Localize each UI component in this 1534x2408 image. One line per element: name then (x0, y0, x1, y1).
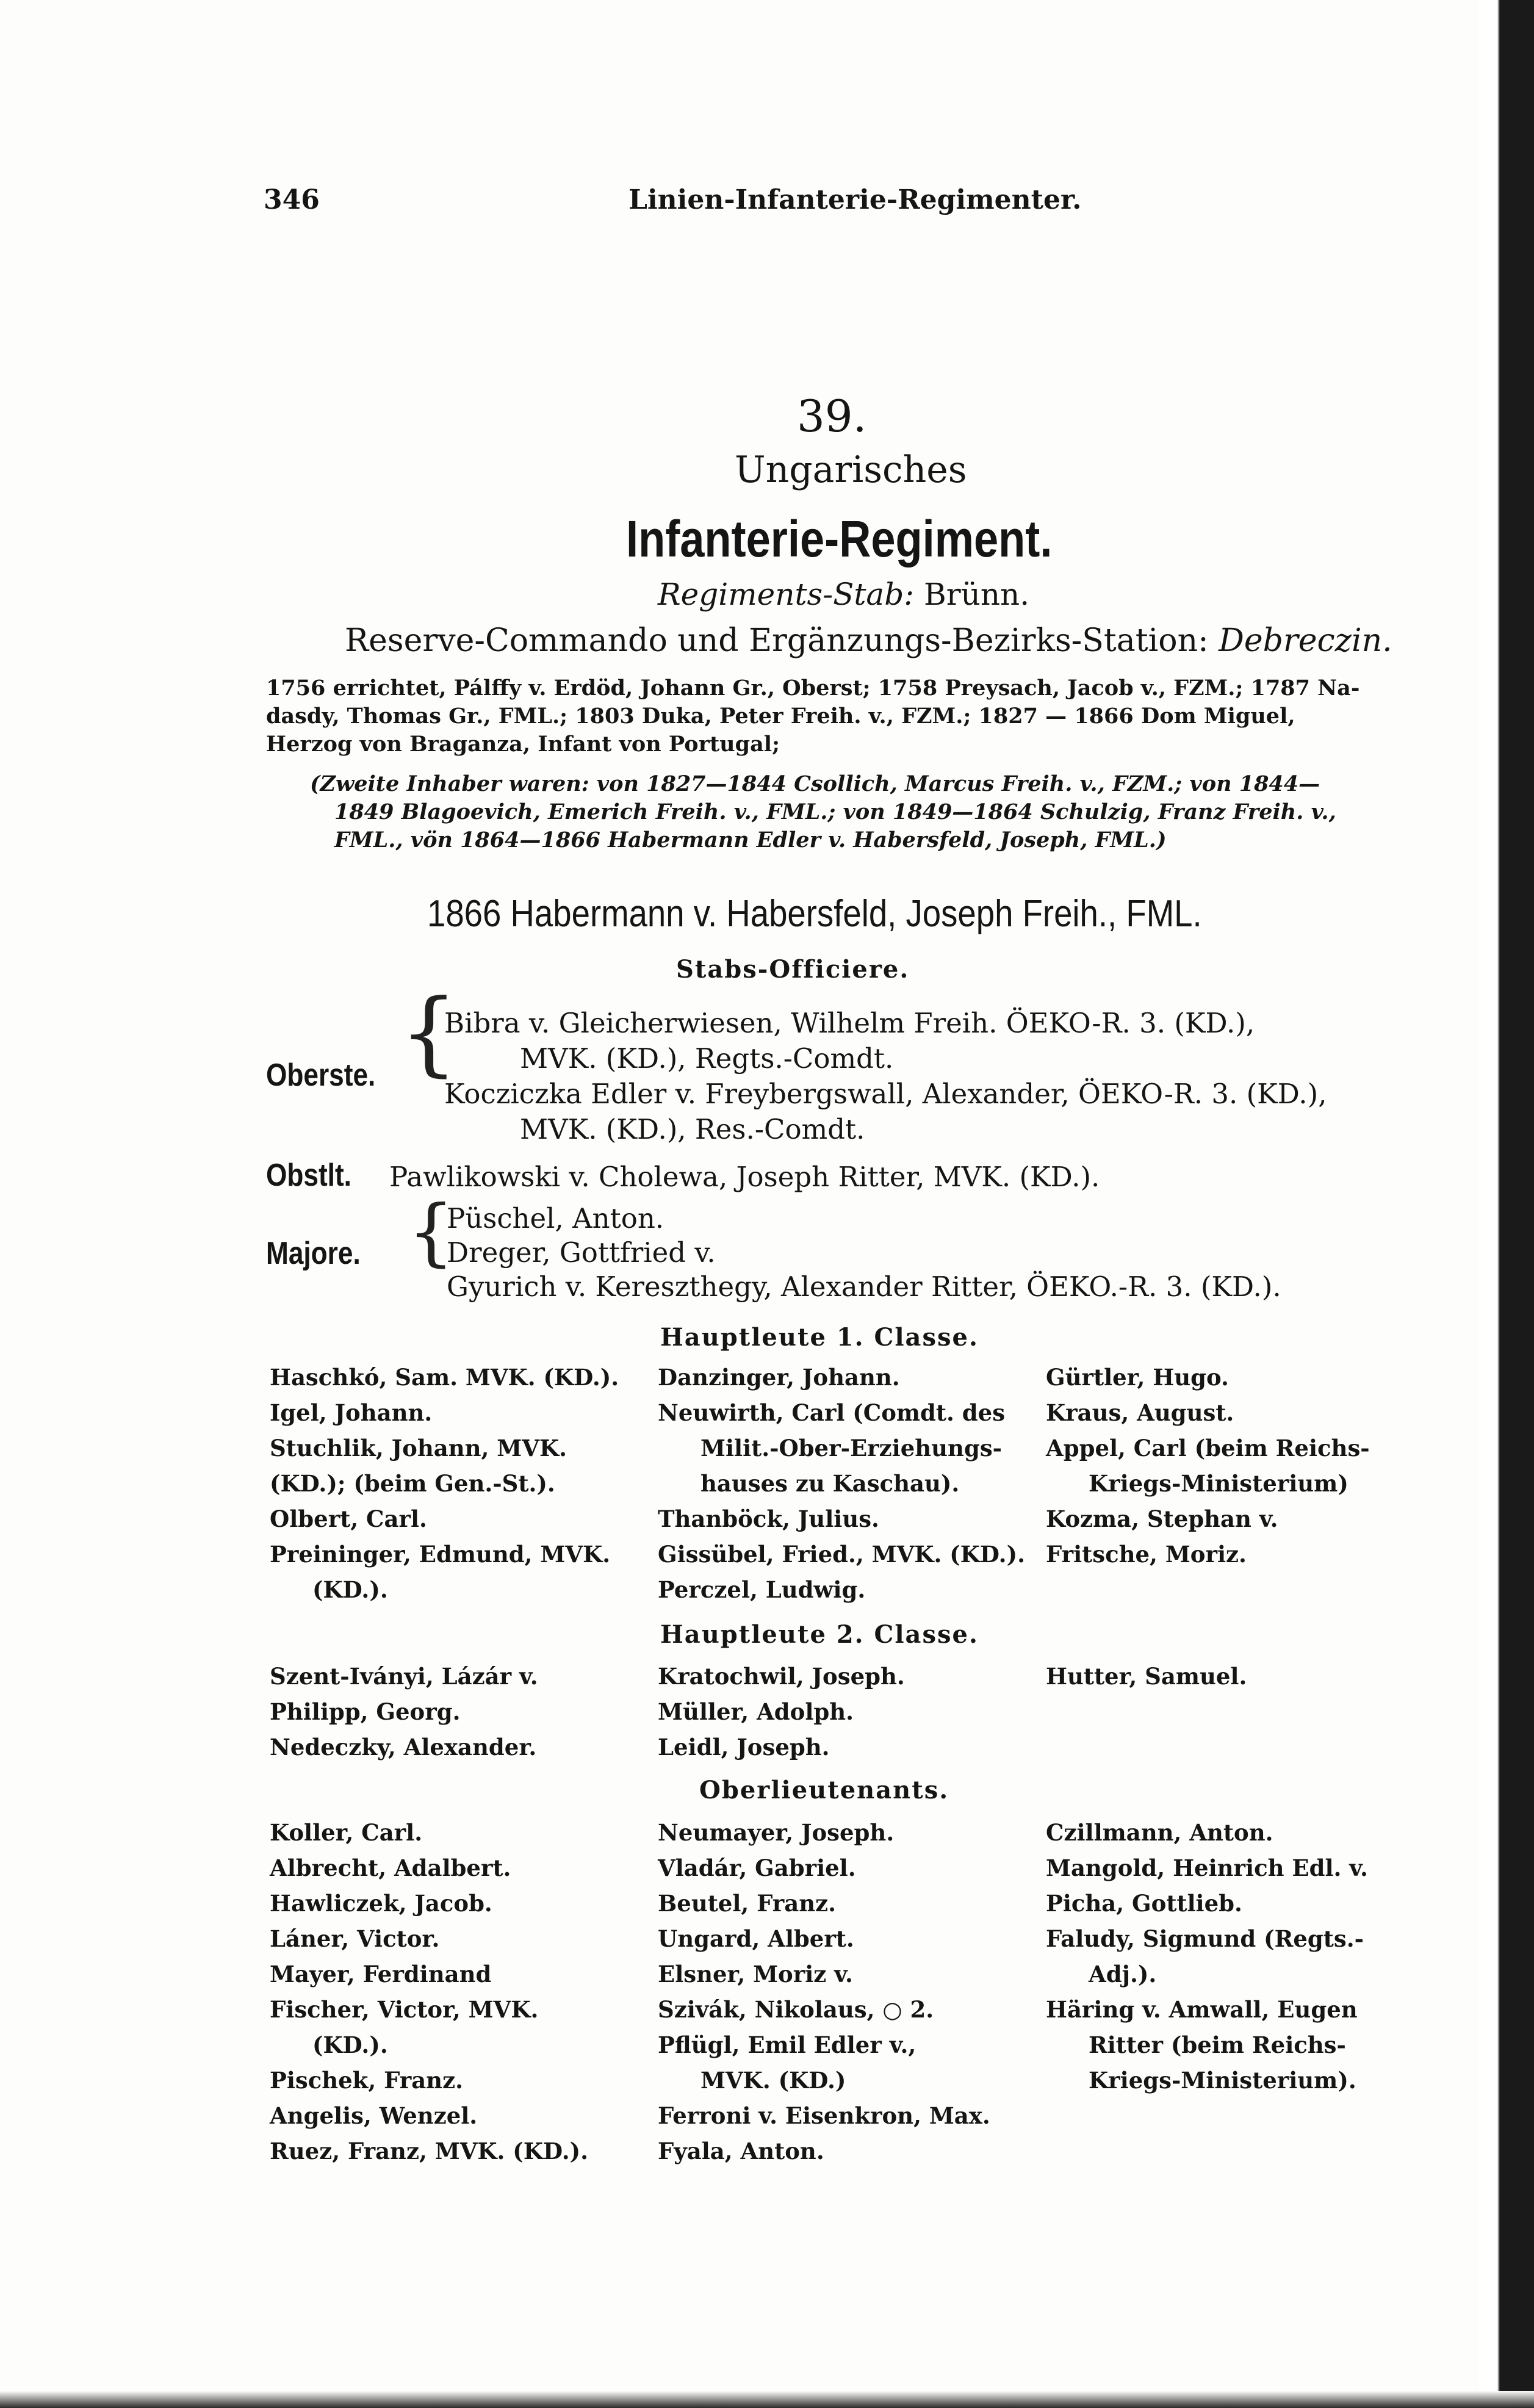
list-item: Igel, Johann. (270, 1399, 433, 1426)
list-item: Albrecht, Adalbert. (270, 1855, 511, 1881)
history-line-1: 1756 errichtet, Pálffy v. Erdöd, Johann Gr., Oberst; 1758 Preysach, Jacob v., FZM.; 1787 Na- (266, 676, 1360, 701)
list-item: Neuwirth, Carl (Comdt. des (658, 1399, 1006, 1426)
oberste-line-1: Bibra v. Gleicherwiesen, Wilhelm Freih. ÖEKO-R. 3. (KD.), (444, 1007, 1255, 1039)
oberste-line-3: Kocziczka Edler v. Freybergswall, Alexander, ÖEKO-R. 3. (KD.), (444, 1078, 1327, 1110)
list-item: Szivák, Nikolaus, ○ 2. (658, 1996, 934, 2023)
list-item: Hutter, Samuel. (1046, 1663, 1247, 1690)
reserve-location: Debreczin. (1219, 622, 1392, 659)
former-owners-line-3: FML., vön 1864—1866 Habermann Edler v. Habersfeld, Joseph, FML.) (334, 827, 1167, 853)
commander-line: 1866 Habermann v. Habersfeld, Joseph Freih., FML. (427, 893, 1202, 935)
list-item: Milit.-Ober-Erziehungs- (700, 1435, 1003, 1462)
oberste-brace: { (400, 980, 458, 1086)
former-owners-line-1: (Zweite Inhaber waren: von 1827—1844 Csollich, Marcus Freih. v., FZM.; von 1844— (310, 771, 1320, 796)
list-item: Hawliczek, Jacob. (270, 1890, 492, 1917)
list-item: Kratochwil, Joseph. (658, 1663, 905, 1690)
list-item: Mangold, Heinrich Edl. v. (1046, 1855, 1368, 1881)
list-item: Fritsche, Moriz. (1046, 1541, 1247, 1568)
list-item: Olbert, Carl. (270, 1505, 427, 1532)
list-item: Mayer, Ferdinand (270, 1961, 492, 1988)
majore-label: Majore. (266, 1236, 361, 1271)
list-item: Kriegs-Ministerium). (1089, 2067, 1356, 2094)
list-item: Preininger, Edmund, MVK. (270, 1541, 611, 1568)
list-item: Adj.). (1089, 1961, 1157, 1988)
reserve-line (345, 622, 1392, 659)
oberste-label: Oberste. (266, 1058, 376, 1093)
former-owners-line-2: 1849 Blagoevich, Emerich Freih. v., FML.; von 1849—1864 Schulzig, Franz Freih. v., (334, 799, 1336, 824)
hauptleute-1-col2 (658, 1360, 1025, 1607)
running-title: Linien-Infanterie-Regimenter. (628, 184, 1082, 215)
list-item: Fischer, Victor, MVK. (270, 1996, 539, 2023)
scan-edge-right (1479, 0, 1534, 2408)
obstlt-line: Pawlikowski v. Cholewa, Joseph Ritter, MVK. (KD.). (389, 1161, 1100, 1193)
oberlieutenants-col2 (658, 1815, 990, 2169)
list-item: (KD.); (beim Gen.-St.). (270, 1470, 555, 1497)
list-item: (KD.). (312, 1576, 388, 1603)
list-item: Philipp, Georg. (270, 1698, 461, 1725)
list-item: MVK. (KD.) (700, 2067, 846, 2094)
hauptleute-2-heading: Hauptleute 2. Classe. (660, 1620, 979, 1649)
oberlieutenants-heading: Oberlieutenants. (699, 1776, 949, 1804)
list-item: Ferroni v. Eisenkron, Max. (658, 2102, 990, 2129)
stabs-officiere-heading: Stabs-Officiere. (676, 955, 910, 984)
list-item: Danzinger, Johann. (658, 1364, 900, 1391)
list-item: Kozma, Stephan v. (1046, 1505, 1278, 1532)
oberste-line-4: MVK. (KD.), Res.-Comdt. (520, 1113, 865, 1145)
list-item: Gissübel, Fried., MVK. (KD.). (658, 1541, 1025, 1568)
list-item: Müller, Adolph. (658, 1698, 854, 1725)
oberlieutenants-col3 (1046, 1815, 1368, 2098)
list-item: Häring v. Amwall, Eugen (1046, 1996, 1358, 2023)
list-item: Czillmann, Anton. (1046, 1819, 1273, 1846)
hauptleute-1-col3 (1046, 1360, 1370, 1572)
list-item: Kraus, August. (1046, 1399, 1234, 1426)
list-item: Angelis, Wenzel. (270, 2102, 478, 2129)
regiment-number: 39. (797, 391, 867, 442)
list-item: Picha, Gottlieb. (1046, 1890, 1242, 1917)
regiments-stab-line (658, 577, 1029, 612)
list-item: Stuchlik, Johann, MVK. (270, 1435, 567, 1462)
list-item: Ruez, Franz, MVK. (KD.). (270, 2138, 589, 2165)
stab-label: Regiments-Stab: (658, 577, 915, 612)
list-item: (KD.). (312, 2031, 388, 2058)
list-item: Vladár, Gabriel. (658, 1855, 856, 1881)
list-item: Perczel, Ludwig. (658, 1576, 866, 1603)
list-item: Neumayer, Joseph. (658, 1819, 895, 1846)
reserve-label: Reserve-Commando und Ergänzungs-Bezirks-Station: (345, 622, 1209, 659)
list-item: Koller, Carl. (270, 1819, 423, 1846)
oberlieutenants-col1 (270, 1815, 588, 2169)
list-item: Nedeczky, Alexander. (270, 1734, 537, 1761)
list-item: Gürtler, Hugo. (1046, 1364, 1229, 1391)
list-item: Faludy, Sigmund (Regts.- (1046, 1925, 1364, 1952)
obstlt-label: Obstlt. (266, 1158, 351, 1193)
hauptleute-2-col2 (658, 1659, 905, 1765)
oberste-line-2: MVK. (KD.), Regts.-Comdt. (520, 1042, 894, 1075)
majore-line-1: Püschel, Anton. (447, 1202, 664, 1235)
list-item: Pischek, Franz. (270, 2067, 463, 2094)
list-item: Thanböck, Julius. (658, 1505, 879, 1532)
list-item: Pflügl, Emil Edler v., (658, 2031, 916, 2058)
majore-line-2: Dreger, Gottfried v. (447, 1236, 716, 1269)
list-item: Szent-Iványi, Lázár v. (270, 1663, 538, 1690)
regiment-nationality: Ungarisches (735, 449, 967, 491)
list-item: Elsner, Moriz v. (658, 1961, 853, 1988)
history-line-2: dasdy, Thomas Gr., FML.; 1803 Duka, Peter Freih. v., FZM.; 1827 — 1866 Dom Miguel, (266, 704, 1295, 729)
list-item: Appel, Carl (beim Reichs- (1046, 1435, 1370, 1462)
list-item: Beutel, Franz. (658, 1890, 837, 1917)
hauptleute-2-col3 (1046, 1659, 1247, 1694)
majore-brace: { (408, 1190, 455, 1275)
list-item: Láner, Victor. (270, 1925, 440, 1952)
list-item: Ungard, Albert. (658, 1925, 854, 1952)
list-item: hauses zu Kaschau). (700, 1470, 960, 1497)
stab-location: Brünn. (924, 577, 1030, 612)
list-item: Fyala, Anton. (658, 2138, 824, 2165)
majore-line-3: Gyurich v. Kereszthegy, Alexander Ritter, ÖEKO.-R. 3. (KD.). (447, 1271, 1281, 1303)
list-item: Ritter (beim Reichs- (1089, 2031, 1346, 2058)
list-item: Leidl, Joseph. (658, 1734, 830, 1761)
list-item: Haschkó, Sam. MVK. (KD.). (270, 1364, 619, 1391)
hauptleute-1-heading: Hauptleute 1. Classe. (660, 1323, 979, 1352)
list-item: Kriegs-Ministerium) (1089, 1470, 1349, 1497)
page-number: 346 (264, 184, 320, 215)
scan-edge-bottom (0, 2391, 1534, 2408)
history-line-3: Herzog von Braganza, Infant von Portugal; (266, 732, 780, 757)
hauptleute-2-col1 (270, 1659, 538, 1765)
regiment-title: Infanterie-Regiment. (626, 510, 1053, 568)
hauptleute-1-col1 (270, 1360, 619, 1607)
